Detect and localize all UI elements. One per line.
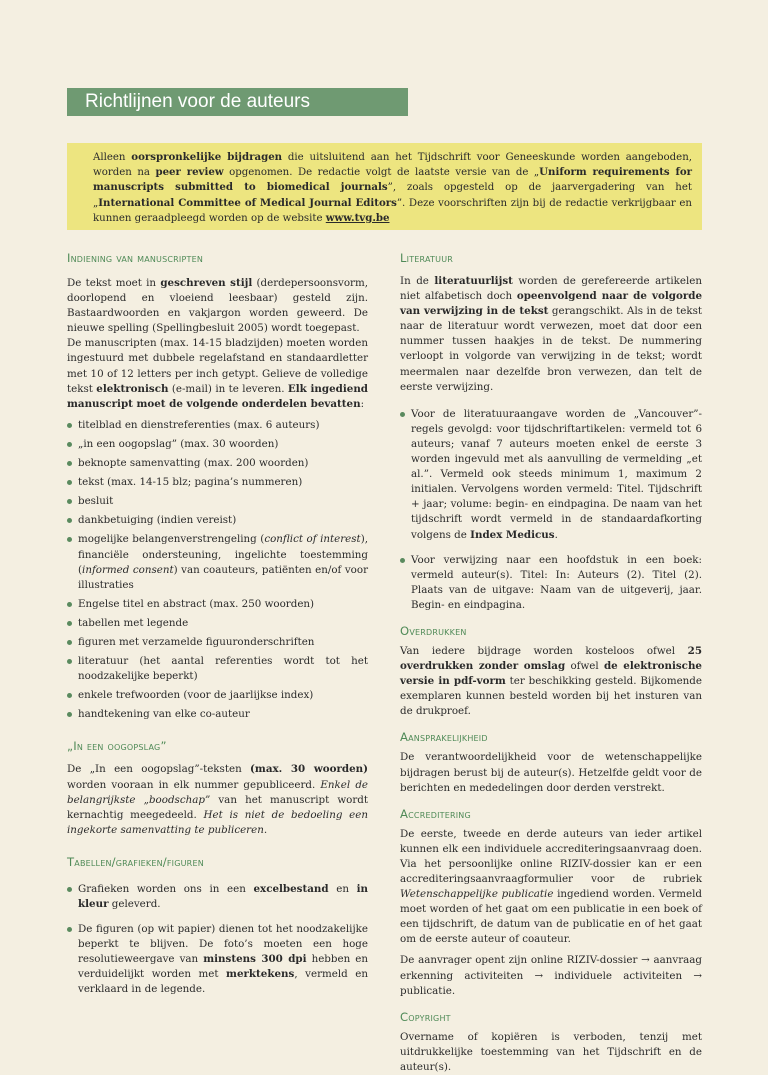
- list-item: tekst (max. 14-15 blz; pagina’s nummeren): [67, 475, 368, 490]
- intro-bold: Uniform requirements for manuscripts submitted to biomedical journals: [93, 166, 692, 194]
- heading-oogopslag: „In een oogopslag”: [67, 739, 167, 754]
- literatuur-paragraph: In de literatuurlijst worden de gerefereerde artikelen niet alfabetisch doch opeenvolgend naar de volgorde van verwijzing in de tekst gerangschikt. Als in de tekst naar de literatuur wordt verwezen, moet dat door een nummer tussen haakjes in de tekst. De nummering verloopt in volgorde van verwijzing in de tekst; wordt meermalen naar dezelfde bron verwezen, dan telt de eerste verwijzing.: [400, 275, 703, 393]
- website-link[interactable]: www.tvg.be: [325, 211, 390, 224]
- list-item: titelblad en dienstreferenties (max. 6 auteurs): [67, 418, 368, 433]
- heading-indiening: Indiening van manuscripten: [67, 251, 204, 265]
- list-item: tabellen met legende: [67, 616, 368, 631]
- intro-text: Alleen: [93, 152, 132, 163]
- list-item: handtekening van elke co-auteur: [67, 707, 368, 722]
- indiening-paragraph-1: De tekst moet in geschreven stijl (derdepersoonsvorm, doorlopend en vloeiend leesbaar) gesteld zijn. Bastaardwoorden en vakjargon worden geweerd. De nieuwe spelling (Spellingbesluit 2005) wordt toegepast.: [67, 277, 368, 335]
- list-item: Voor de literatuuraangave worden de „Vancouver”-regels gevolgd: voor tijdschriftartikelen: vermeld tot 6 auteurs; vanaf 7 auteurs moeten enkel de eerste 3 worden ingevuld met als aanvulling de vermelding „et al.”. Vermeld ook steeds minimum 1, maximum 2 initialen. Vervolgens worden vermeld: Titel. Tijdschrift + jaar; volume: begin- en eindpagina. De naam van het tijdschrift wordt vermeld in de standaardafkorting volgens de Index Medicus.: [400, 407, 702, 543]
- intro-text: ”, zoals opgesteld op de jaarvergadering van het „: [93, 182, 692, 209]
- list-item: mogelijke belangenverstrengeling (conflict of interest), financiële ondersteuning, ingelichte toestemming (informed consent) van coauteurs, patiënten en/of voor illustraties: [67, 532, 368, 592]
- intro-text: opgenomen. De redactie volgt de laatste versie van de „: [223, 167, 540, 179]
- oogopslag-paragraph: De „In een oogopslag”-teksten (max. 30 woorden) worden vooraan in elk nummer gepubliceerd. Enkel de belangrijkste „boodschap” van het manuscript wordt kernachtig meegedeeld. Het is niet de bedoeling een ingekorte samenvatting te publiceren.: [67, 763, 369, 836]
- list-item: beknopte samenvatting (max. 200 woorden): [67, 456, 368, 471]
- list-item: enkele trefwoorden (voor de jaarlijkse index): [67, 688, 368, 703]
- list-item: besluit: [67, 494, 368, 509]
- heading-accreditering: Accreditering: [400, 806, 471, 821]
- list-item: figuren met verzamelde figuuronderschriften: [67, 635, 368, 650]
- copyright-paragraph: Overname of kopiëren is verboden, tenzij met uitdrukkelijke toestemming van het Tijdschrift en de auteur(s).: [400, 1030, 702, 1073]
- right-column: [400, 250, 702, 1075]
- list-item: Engelse titel en abstract (max. 250 woorden): [67, 597, 368, 612]
- page-title: Richtlijnen voor de auteurs: [67, 88, 408, 116]
- indiening-paragraph-2: De manuscripten (max. 14-15 bladzijden) moeten worden ingestuurd met dubbele regelafstand en standaardletter met 10 of 12 letters per inch getypt. Gelieve de volledige tekst elektronisch (e-mail) in te leveren. Elk ingediend manuscript moet de volgende onderdelen bevatten:: [67, 337, 369, 410]
- accreditering-paragraph-1: De eerste, tweede en derde auteurs van ieder artikel kunnen elk een individuele accrediteringsaanvraag doen. Via het persoonlijke online RIZIV-dossier kan er een accrediteringsaanvraagformulier voor de rubriek Wetenschappelijke publicatie ingediend worden. Vermeld moet worden of het gaat om een publicatie in een boek of een tijdschrift, de datum van de publicatie en of het gaat om de eerste auteur of coauteur.: [400, 827, 703, 946]
- onderdelen-list: [67, 418, 368, 723]
- list-item: Voor verwijzing naar een hoofdstuk in een boek: vermeld auteur(s). Titel: In: Auteurs (2). Titel (2). Plaats van de uitgave: Naam van de uitgeverij, jaar. Begin- en eindpagina.: [400, 553, 702, 613]
- heading-tabellen: Tabellen/grafieken/figuren: [67, 854, 204, 869]
- heading-literatuur: Literatuur: [400, 251, 454, 265]
- intro-text: ”. Deze voorschriften zijn bij de redactie verkrijgbaar en kunnen geraadpleegd worden op de website: [93, 197, 692, 224]
- list-item: Grafieken worden ons in een excelbestand en in kleur geleverd.: [67, 882, 368, 912]
- literatuur-list: [400, 407, 702, 613]
- list-item: literatuur (het aantal referenties wordt tot het noodzakelijke beperkt): [67, 654, 368, 684]
- overdrukken-paragraph: Van iedere bijdrage worden kosteloos ofwel 25 overdrukken zonder omslag ofwel de elektronische versie in pdf-vorm ter beschikking gesteld. Bijkomende exemplaren kunnen besteld worden bij het insturen van de drukproef.: [400, 644, 702, 718]
- list-item: „in een oogopslag” (max. 30 woorden): [67, 437, 368, 452]
- list-item: De figuren (op wit papier) dienen tot het noodzakelijke beperkt te blijven. De foto’s moeten een hoge resolutieweergave van minstens 300 dpi hebben en verduidelijkt worden met merktekens, vermeld en verklaard in de legende.: [67, 922, 368, 997]
- heading-copyright: Copyright: [400, 1009, 451, 1024]
- intro-box: [67, 143, 702, 230]
- intro-bold: International Committee of Medical Journal Editors: [98, 196, 397, 209]
- tabellen-list: [67, 882, 368, 998]
- aansprakelijkheid-paragraph: De verantwoordelijkheid voor de wetenschappelijke bijdragen berust bij de auteur(s). Hetzelfde geldt voor de berichten en mededelingen door derden verstrekt.: [400, 751, 702, 794]
- heading-aansprakelijkheid: Aansprakelijkheid: [400, 730, 488, 745]
- intro-text: die uitsluitend aan het Tijdschrift voor Geneeskunde worden aangeboden, worden na: [93, 152, 692, 179]
- accreditering-paragraph-2: De aanvrager opent zijn online RIZIV-dossier → aanvraag erkenning activiteiten → individuele activiteiten → publicatie.: [400, 954, 702, 997]
- heading-overdrukken: Overdrukken: [400, 623, 467, 638]
- left-column: [67, 250, 368, 998]
- intro-bold: oorspronkelijke bijdragen: [131, 151, 283, 163]
- list-item: dankbetuiging (indien vereist): [67, 513, 368, 528]
- intro-bold: peer review: [155, 166, 224, 179]
